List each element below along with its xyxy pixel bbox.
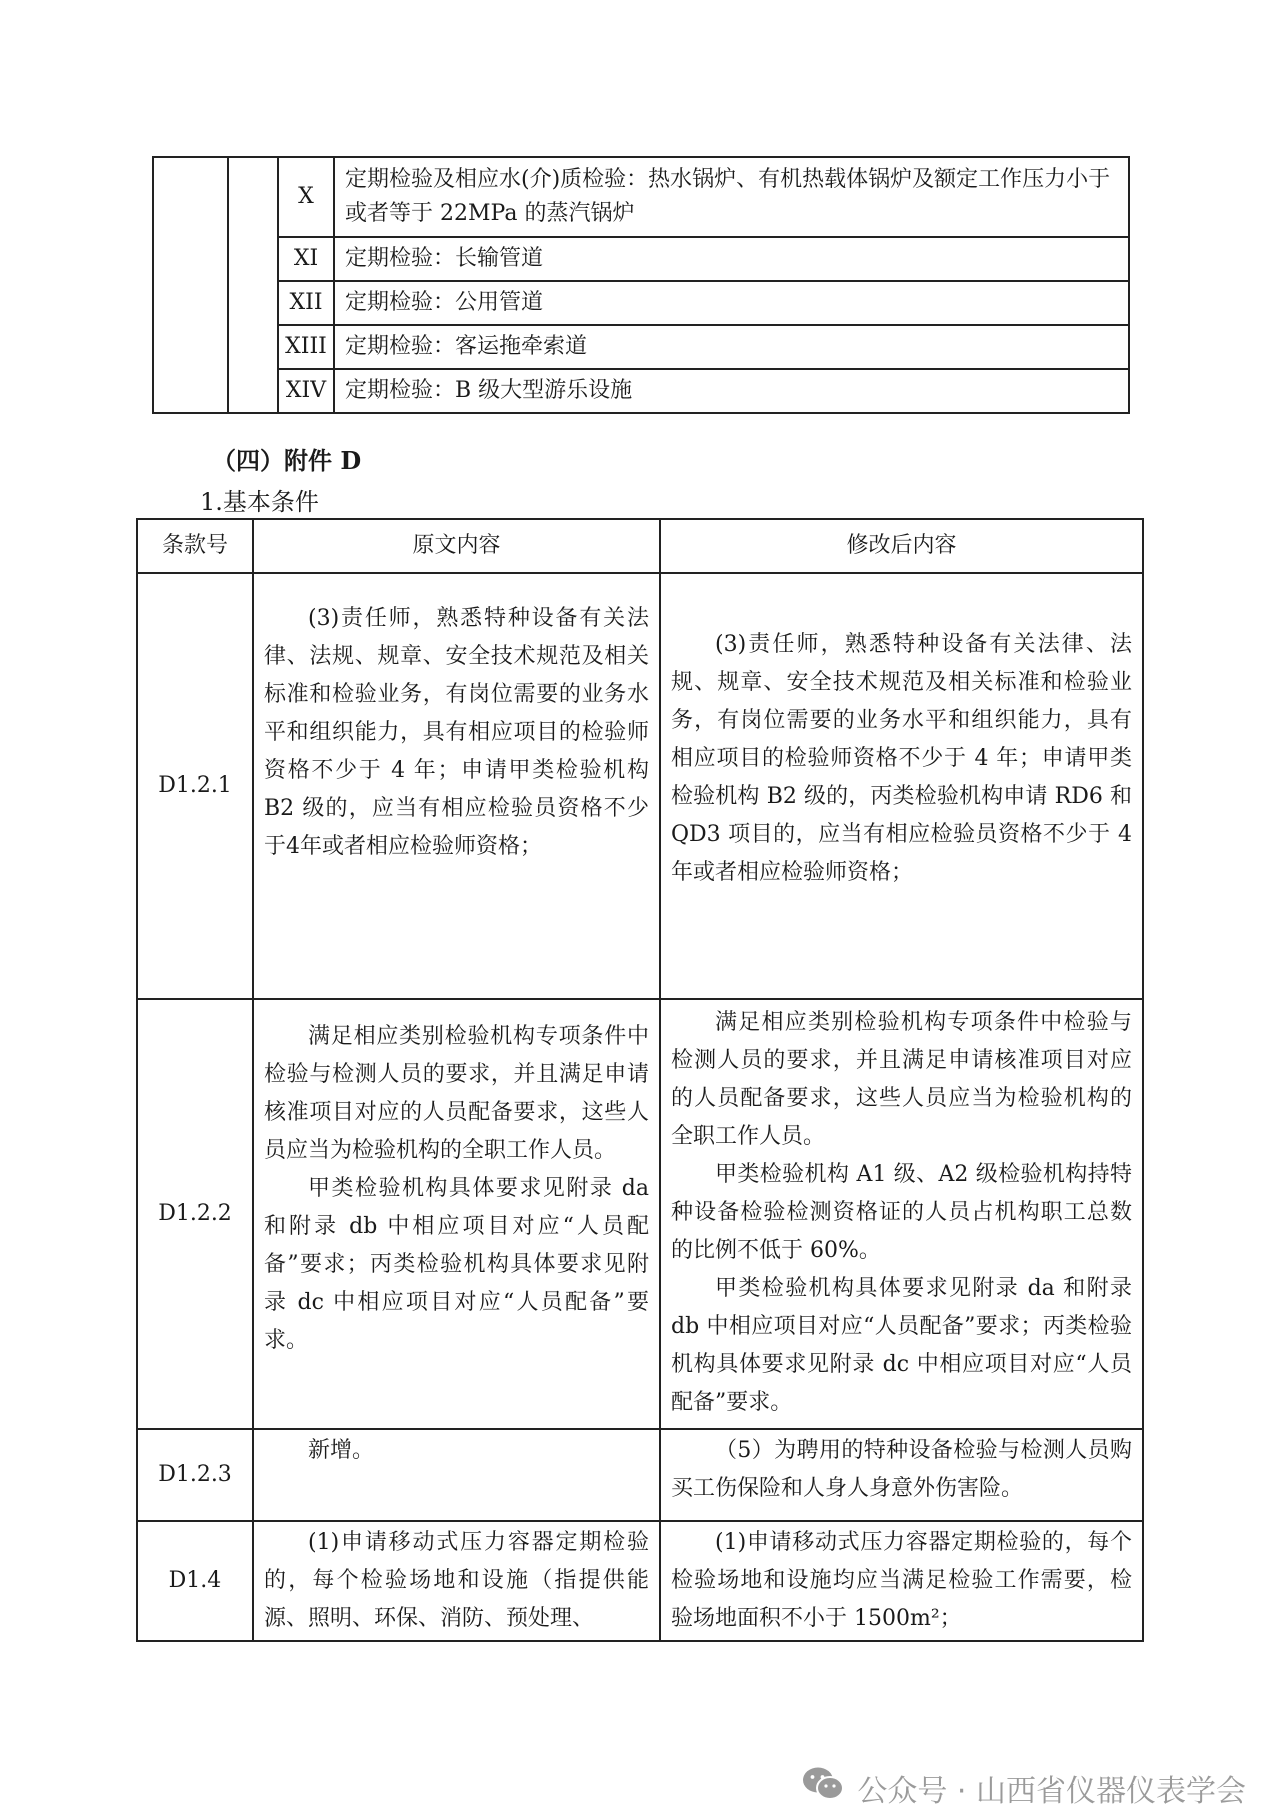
clause-number: D1.4 xyxy=(137,1521,253,1641)
modified-content xyxy=(660,573,1143,999)
clause-number: D1.2.1 xyxy=(137,573,253,999)
item-code: X xyxy=(278,157,334,237)
table-row xyxy=(153,237,1129,281)
item-text: 定期检验：客运拖牵索道 xyxy=(334,325,1129,369)
paragraph: 满足相应类别检验机构专项条件中检验与检测人员的要求，并且满足申请核准项目对应的人员配备要求，这些人员应当为检验机构的全职工作人员。 xyxy=(671,1010,1132,1149)
sub-heading: 1.基本条件 xyxy=(200,488,319,516)
inspection-items-table xyxy=(152,156,1130,414)
paragraph: (3)责任师，熟悉特种设备有关法律、法规、规章、安全技术规范及相关标准和检验业务，有岗位需要的业务水平和组织能力，具有相应项目的检验师资格不少于 4 年；申请甲类检验机构 B2 级的，丙类检验机构申请 RD6 和 QD3 项目的，应当有相应检验员资格不少于 4 年或者相应检验师资格； xyxy=(671,632,1132,885)
column-header-clause: 条款号 xyxy=(137,519,253,573)
paragraph: 满足相应类别检验机构专项条件中检验与检测人员的要求，并且满足申请核准项目对应的人员配备要求，这些人员应当为检验机构的全职工作人员。 xyxy=(264,1024,649,1163)
paragraph: （5）为聘用的特种设备检验与检测人员购买工伤保险和人身人身意外伤害险。 xyxy=(671,1438,1132,1501)
paragraph: 甲类检验机构 A1 级、A2 级检验机构持特种设备检验检测资格证的人员占机构职工总数的比例不低于 60%。 xyxy=(671,1162,1132,1263)
original-content xyxy=(253,1429,660,1521)
original-content xyxy=(253,573,660,999)
paragraph: (1)申请移动式压力容器定期检验的，每个检验场地和设施（指提供能源、照明、环保、消防、预处理、 xyxy=(264,1530,649,1631)
modified-content xyxy=(660,999,1143,1429)
table-row xyxy=(137,1429,1143,1521)
paragraph: 甲类检验机构具体要求见附录 da 和附录 db 中相应项目对应“人员配备”要求；丙类检验机构具体要求见附录 dc 中相应项目对应“人员配备”要求。 xyxy=(671,1276,1132,1415)
table-row xyxy=(137,573,1143,999)
watermark-text: 公众号 · 山西省仪器仪表学会 xyxy=(857,1774,1246,1809)
paragraph: (1)申请移动式压力容器定期检验的，每个检验场地和设施均应当满足检验工作需要，检验场地面积不小于 1500m²； xyxy=(671,1530,1132,1631)
item-code: XIII xyxy=(278,325,334,369)
merged-blank-cell xyxy=(153,157,228,413)
column-header-original: 原文内容 xyxy=(253,519,660,573)
merged-blank-cell xyxy=(228,157,278,413)
revision-comparison-table xyxy=(136,518,1144,1642)
table-row xyxy=(153,281,1129,325)
paragraph: 甲类检验机构具体要求见附录 da 和附录 db 中相应项目对应“人员配备”要求；丙类检验机构具体要求见附录 dc 中相应项目对应“人员配备”要求。 xyxy=(264,1176,649,1353)
section-heading: （四）附件 D xyxy=(212,446,362,475)
modified-content xyxy=(660,1429,1143,1521)
table-row xyxy=(137,1521,1143,1641)
item-text: 定期检验：公用管道 xyxy=(334,281,1129,325)
table-row xyxy=(137,999,1143,1429)
clause-number: D1.2.3 xyxy=(137,1429,253,1521)
item-code: XII xyxy=(278,281,334,325)
wechat-icon xyxy=(801,1765,857,1811)
column-header-modified: 修改后内容 xyxy=(660,519,1143,573)
item-text: 定期检验：B 级大型游乐设施 xyxy=(334,369,1129,413)
clause-number: D1.2.2 xyxy=(137,999,253,1429)
table-row xyxy=(153,369,1129,413)
original-content xyxy=(253,1521,660,1641)
item-code: XI xyxy=(278,237,334,281)
item-text: 定期检验：长输管道 xyxy=(334,237,1129,281)
item-text: 定期检验及相应水(介)质检验：热水锅炉、有机热载体锅炉及额定工作压力小于或者等于 22MPa 的蒸汽锅炉 xyxy=(334,157,1129,237)
table-row xyxy=(153,325,1129,369)
wechat-watermark xyxy=(801,1765,1246,1811)
modified-content xyxy=(660,1521,1143,1641)
paragraph: (3)责任师，熟悉特种设备有关法律、法规、规章、安全技术规范及相关标准和检验业务，有岗位需要的业务水平和组织能力，具有相应项目的检验师资格不少于 4 年；申请甲类检验机构 B2 级的，应当有相应检验员资格不少于4年或者相应检验师资格； xyxy=(264,606,649,859)
item-code: XIV xyxy=(278,369,334,413)
table-header-row xyxy=(137,519,1143,573)
original-content xyxy=(253,999,660,1429)
paragraph: 新增。 xyxy=(308,1438,375,1463)
table-row xyxy=(153,157,1129,237)
